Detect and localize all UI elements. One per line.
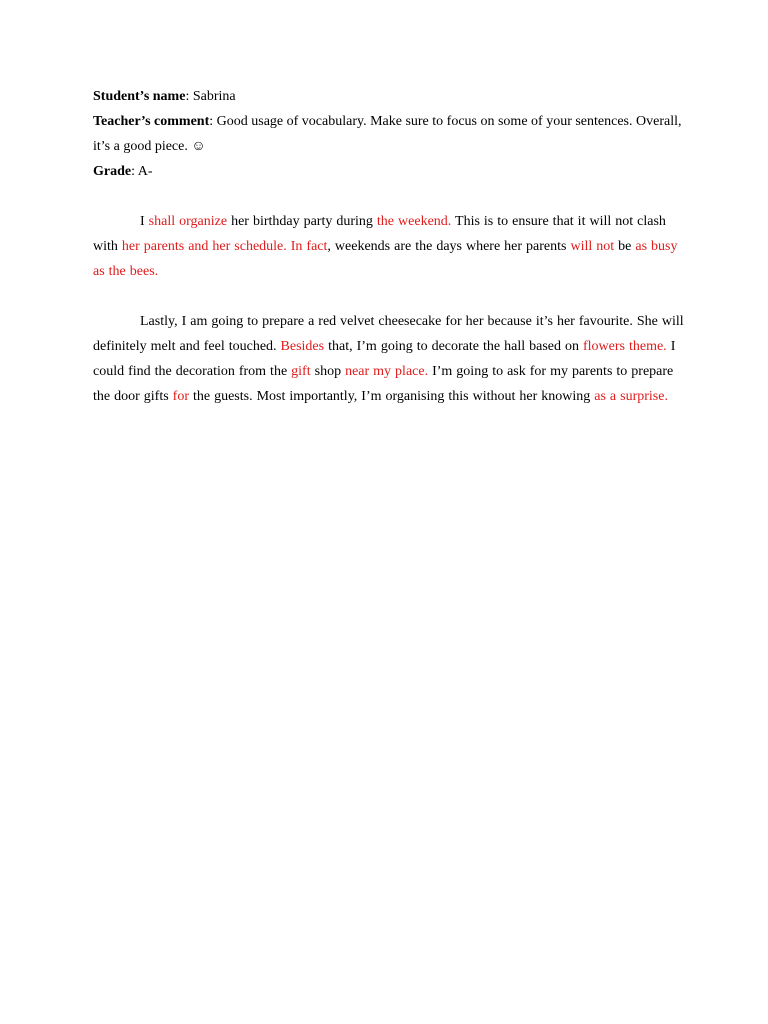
highlighted-phrase: for [172,389,189,404]
student-name-line [93,84,693,109]
essay-paragraph-2 [93,309,693,409]
document-body [93,84,693,409]
highlighted-phrase: In fact [290,239,328,254]
highlighted-phrase: flowers theme. [582,339,667,354]
student-name-value: : Sabrina [185,89,236,104]
text-segment: her birthday party during [227,214,377,229]
grade-label: Grade [93,164,132,179]
highlighted-phrase: her parents and her schedule. [121,239,287,254]
text-segment: shop [310,364,346,379]
essay-paragraph-1 [93,209,693,284]
highlighted-phrase: near my place. [345,364,429,379]
highlighted-phrase: Besides [280,339,325,354]
text-segment: , weekends are the days where her parents [327,239,571,254]
highlighted-phrase: gift [291,364,311,379]
teacher-comment-label: Teacher’s comment [93,114,210,129]
text-segment: that, I’m going to decorate the hall based on [324,339,583,354]
student-name-label: Student’s name [93,89,186,104]
highlighted-phrase: the weekend. [376,214,452,229]
text-segment: Lastly, I am going to prepare a red velvet cheesecake for her because it’s her favourite. She will definitely melt and feel touched. [93,314,684,354]
text-segment: the guests. Most importantly, I’m organising this without her knowing [188,389,595,404]
text-segment: This is to ensure that it will not clash with [93,214,666,254]
text-segment: I [140,214,149,229]
text-segment: I could find the decoration from the [93,339,676,379]
highlighted-phrase: shall organize [148,214,228,229]
teacher-comment-line [93,109,693,159]
grade-line [93,159,693,184]
highlighted-phrase: will not [570,239,615,254]
text-segment: I’m going to ask for my parents to prepare the door gifts [93,364,674,404]
highlighted-phrase: as a surprise. [594,389,668,404]
teacher-comment-value: : Good usage of vocabulary. Make sure to focus on some of your sentences. Overall, it’s a good piece. ☺ [93,114,682,154]
text-segment: be [614,239,636,254]
highlighted-phrase: as busy as the bees. [93,239,678,279]
grade-value: : A- [131,164,153,179]
